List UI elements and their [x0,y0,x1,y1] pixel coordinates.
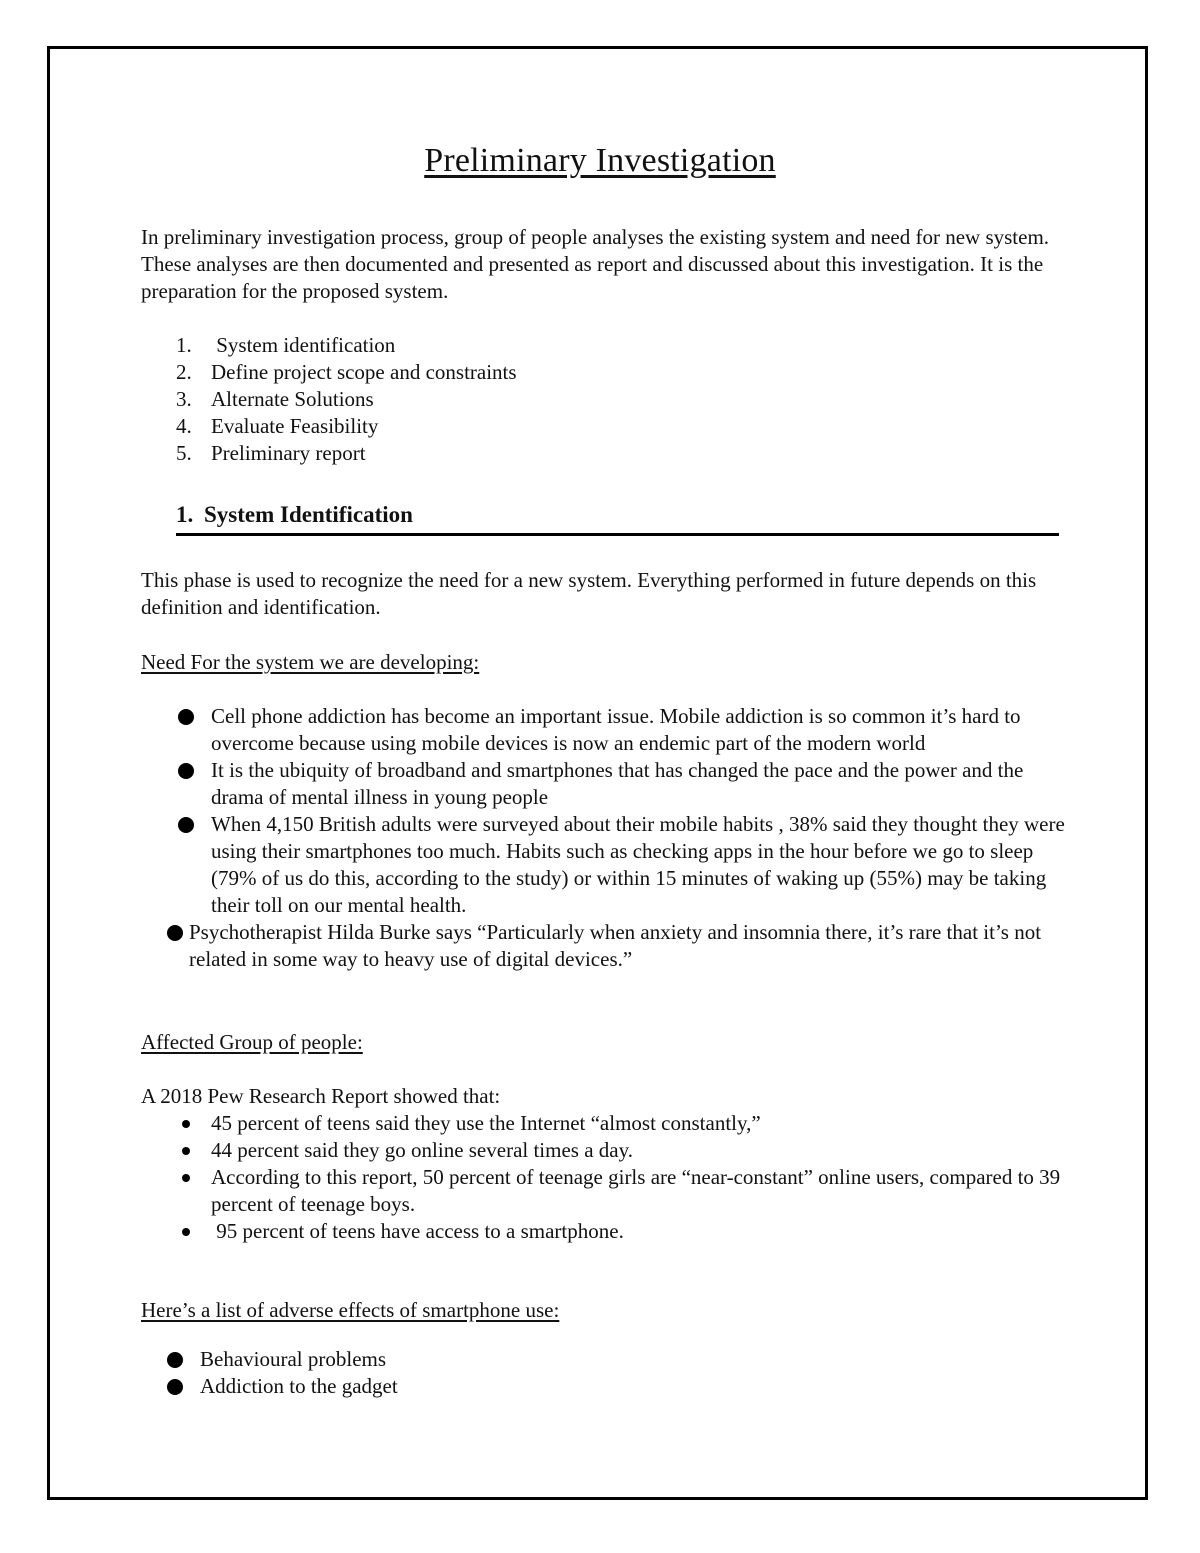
adverse-list [165,1346,1055,1400]
list-item: 95 percent of teens have access to a smartphone. [176,1218,1066,1245]
intro-paragraph: In preliminary investigation process, group of people analyses the existing system and need for new system. These analyses are then documented and presented as report and discussed about this investigation. It is the preparation for the proposed system. [141,225,1050,303]
list-item: 2. Define project scope and constraints [176,360,517,384]
need-subheading: Need For the system we are developing: [141,650,480,674]
bullet-icon [167,1379,183,1395]
bullet-icon [182,1174,190,1182]
pew-list [176,1110,1066,1245]
list-item: It is the ubiquity of broadband and smartphones that has changed the pace and the power and the drama of mental illness in young people [176,757,1066,811]
list-item: 5. Preliminary report [176,441,366,465]
bullet-icon [182,1147,190,1155]
bullet-icon [182,1120,190,1128]
list-item: When 4,150 British adults were surveyed about their mobile habits , 38% said they thought they were using their smartphones too much. Habits such as checking apps in the hour before we go to sleep (79% of us do this, according to the study) or within 15 minutes of waking up (55%) may be taking their toll on our mental health. [176,811,1066,919]
bullet-icon [182,1228,190,1236]
page-title: Preliminary Investigation [424,142,776,179]
list-item: Cell phone addiction has become an important issue. Mobile addiction is so common it’s hard to overcome because using mobile devices is now an endemic part of the modern world [176,703,1066,757]
list-item: Addiction to the gadget [165,1373,1055,1400]
bullet-icon [167,1352,183,1368]
list-item: 4. Evaluate Feasibility [176,414,379,438]
list-item: Psychotherapist Hilda Burke says “Particularly when anxiety and insomnia there, it’s rare that it’s not related in some way to heavy use of digital devices.” [165,919,1066,973]
list-item: 1. System identification [176,333,396,357]
section-heading: 1. System Identification [176,500,1059,536]
steps-list [176,332,676,467]
list-item: 3. Alternate Solutions [176,387,374,411]
need-list [176,703,1066,973]
list-item: 45 percent of teens said they use the Internet “almost constantly,” [176,1110,1066,1137]
bullet-icon [167,925,183,941]
list-item: 44 percent said they go online several times a day. [176,1137,1066,1164]
list-item: According to this report, 50 percent of teenage girls are “near-constant” online users, compared to 39 percent of teenage boys. [176,1164,1066,1218]
affected-subheading: Affected Group of people: [141,1030,363,1054]
list-item: Behavioural problems [165,1346,1055,1373]
section-paragraph: This phase is used to recognize the need for a new system. Everything performed in future depends on this definition and identification. [141,568,1037,619]
bullet-icon [178,763,194,779]
adverse-subheading: Here’s a list of adverse effects of smartphone use: [141,1298,560,1322]
pew-intro: A 2018 Pew Research Report showed that: [141,1084,501,1108]
bullet-icon [178,709,194,725]
bullet-icon [178,817,194,833]
